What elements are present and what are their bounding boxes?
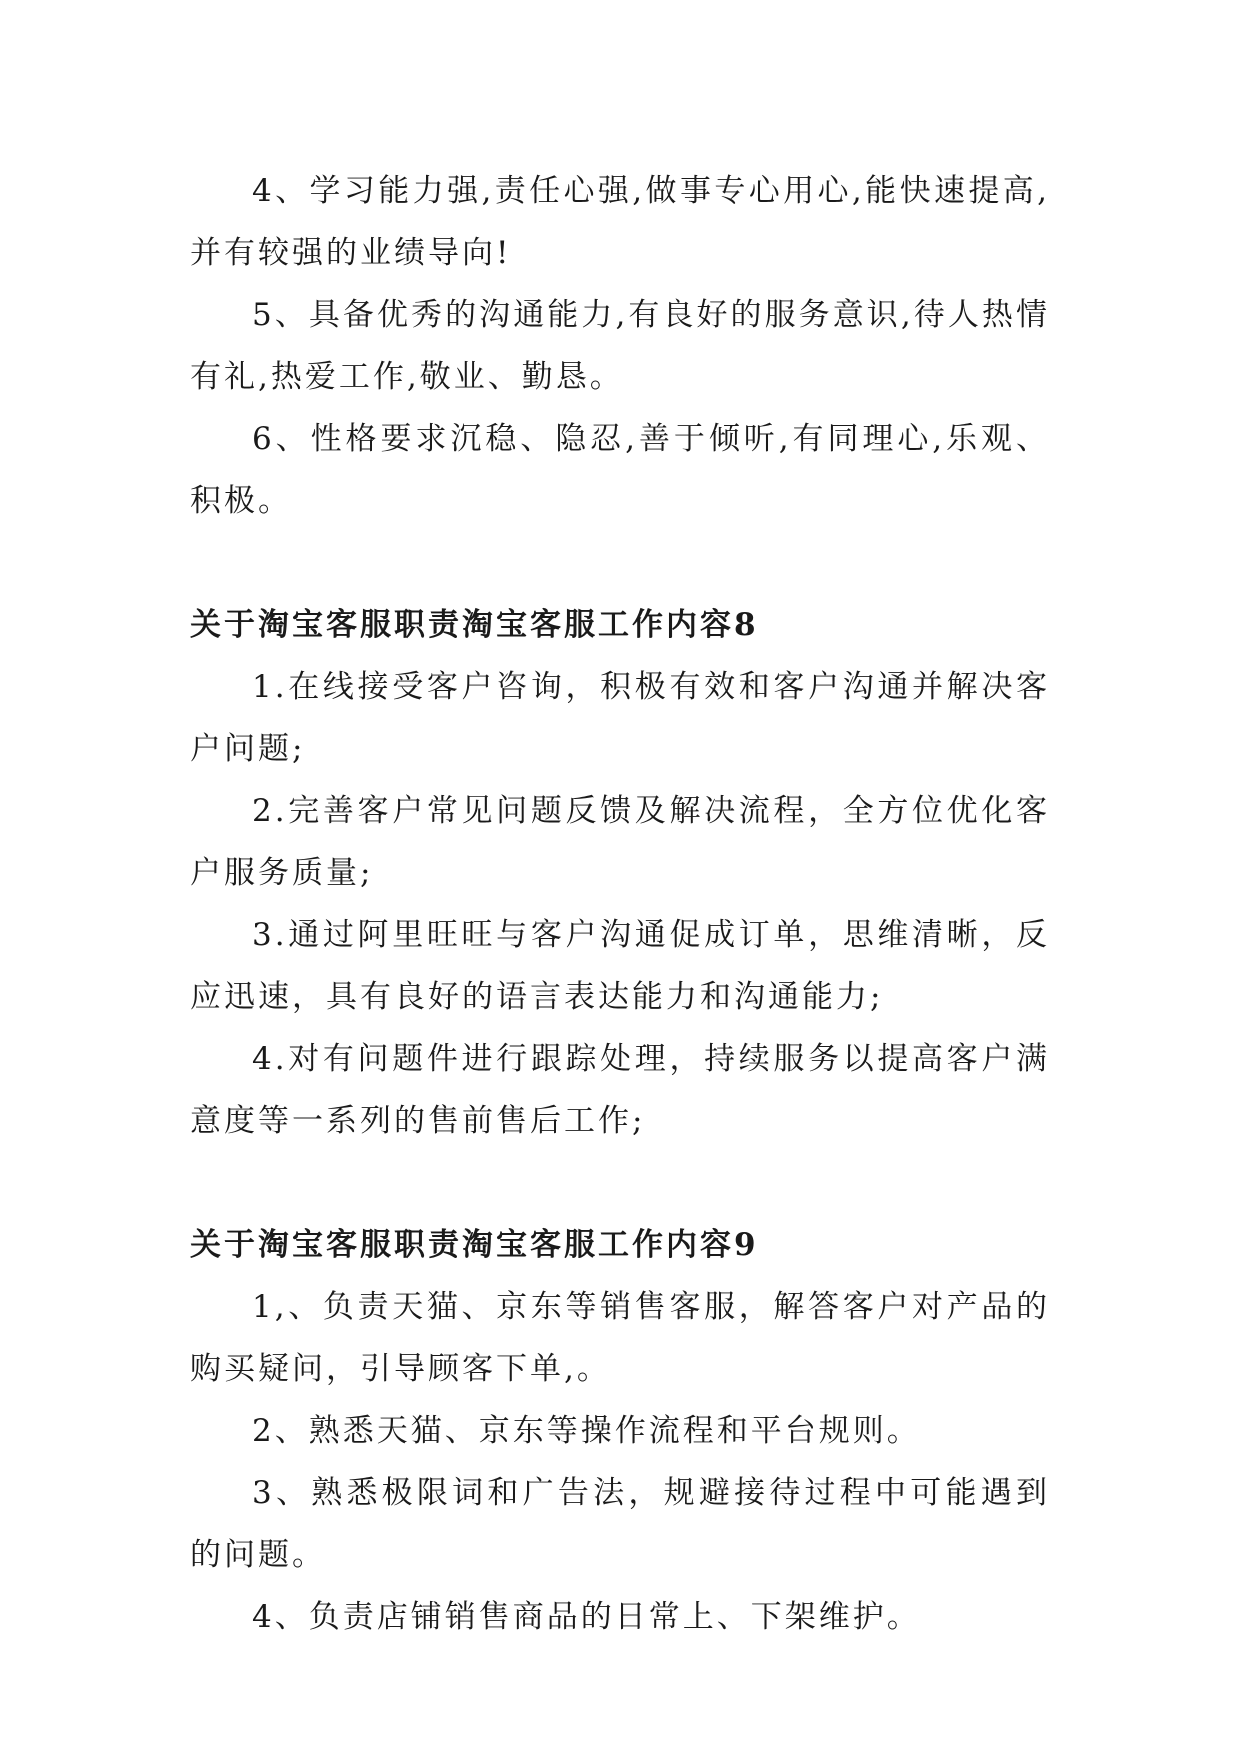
section-heading: 关于淘宝客服职责淘宝客服工作内容8 — [190, 607, 759, 643]
section-heading: 关于淘宝客服职责淘宝客服工作内容9 — [190, 1227, 759, 1263]
list-item: 5、具备优秀的沟通能力,有良好的服务意识,待人热情有礼,热爱工作,敬业、勤恳。 — [190, 297, 1050, 395]
document-page — [190, 160, 1050, 1710]
section-9 — [190, 1214, 1050, 1648]
list-item: 3、熟悉极限词和广告法，规避接待过程中可能遇到的问题。 — [190, 1475, 1050, 1573]
list-item: 1.在线接受客户咨询，积极有效和客户沟通并解决客户问题; — [190, 669, 1050, 767]
intro-section — [190, 160, 1050, 532]
list-item: 1,、负责天猫、京东等销售客服，解答客户对产品的购买疑问，引导顾客下单,。 — [190, 1289, 1050, 1387]
section-8 — [190, 594, 1050, 1152]
list-item: 3.通过阿里旺旺与客户沟通促成订单，思维清晰，反应迅速，具有良好的语言表达能力和沟通能力; — [190, 917, 1050, 1015]
list-item: 4、负责店铺销售商品的日常上、下架维护。 — [252, 1599, 921, 1635]
list-item: 6、性格要求沉稳、隐忍,善于倾听,有同理心,乐观、积极。 — [190, 421, 1050, 519]
list-item: 4、学习能力强,责任心强,做事专心用心,能快速提高,并有较强的业绩导向! — [190, 173, 1050, 271]
list-item: 2.完善客户常见问题反馈及解决流程，全方位优化客户服务质量; — [190, 793, 1050, 891]
list-item: 4.对有问题件进行跟踪处理，持续服务以提高客户满意度等一系列的售前售后工作; — [190, 1041, 1050, 1139]
list-item: 2、熟悉天猫、京东等操作流程和平台规则。 — [252, 1413, 921, 1449]
